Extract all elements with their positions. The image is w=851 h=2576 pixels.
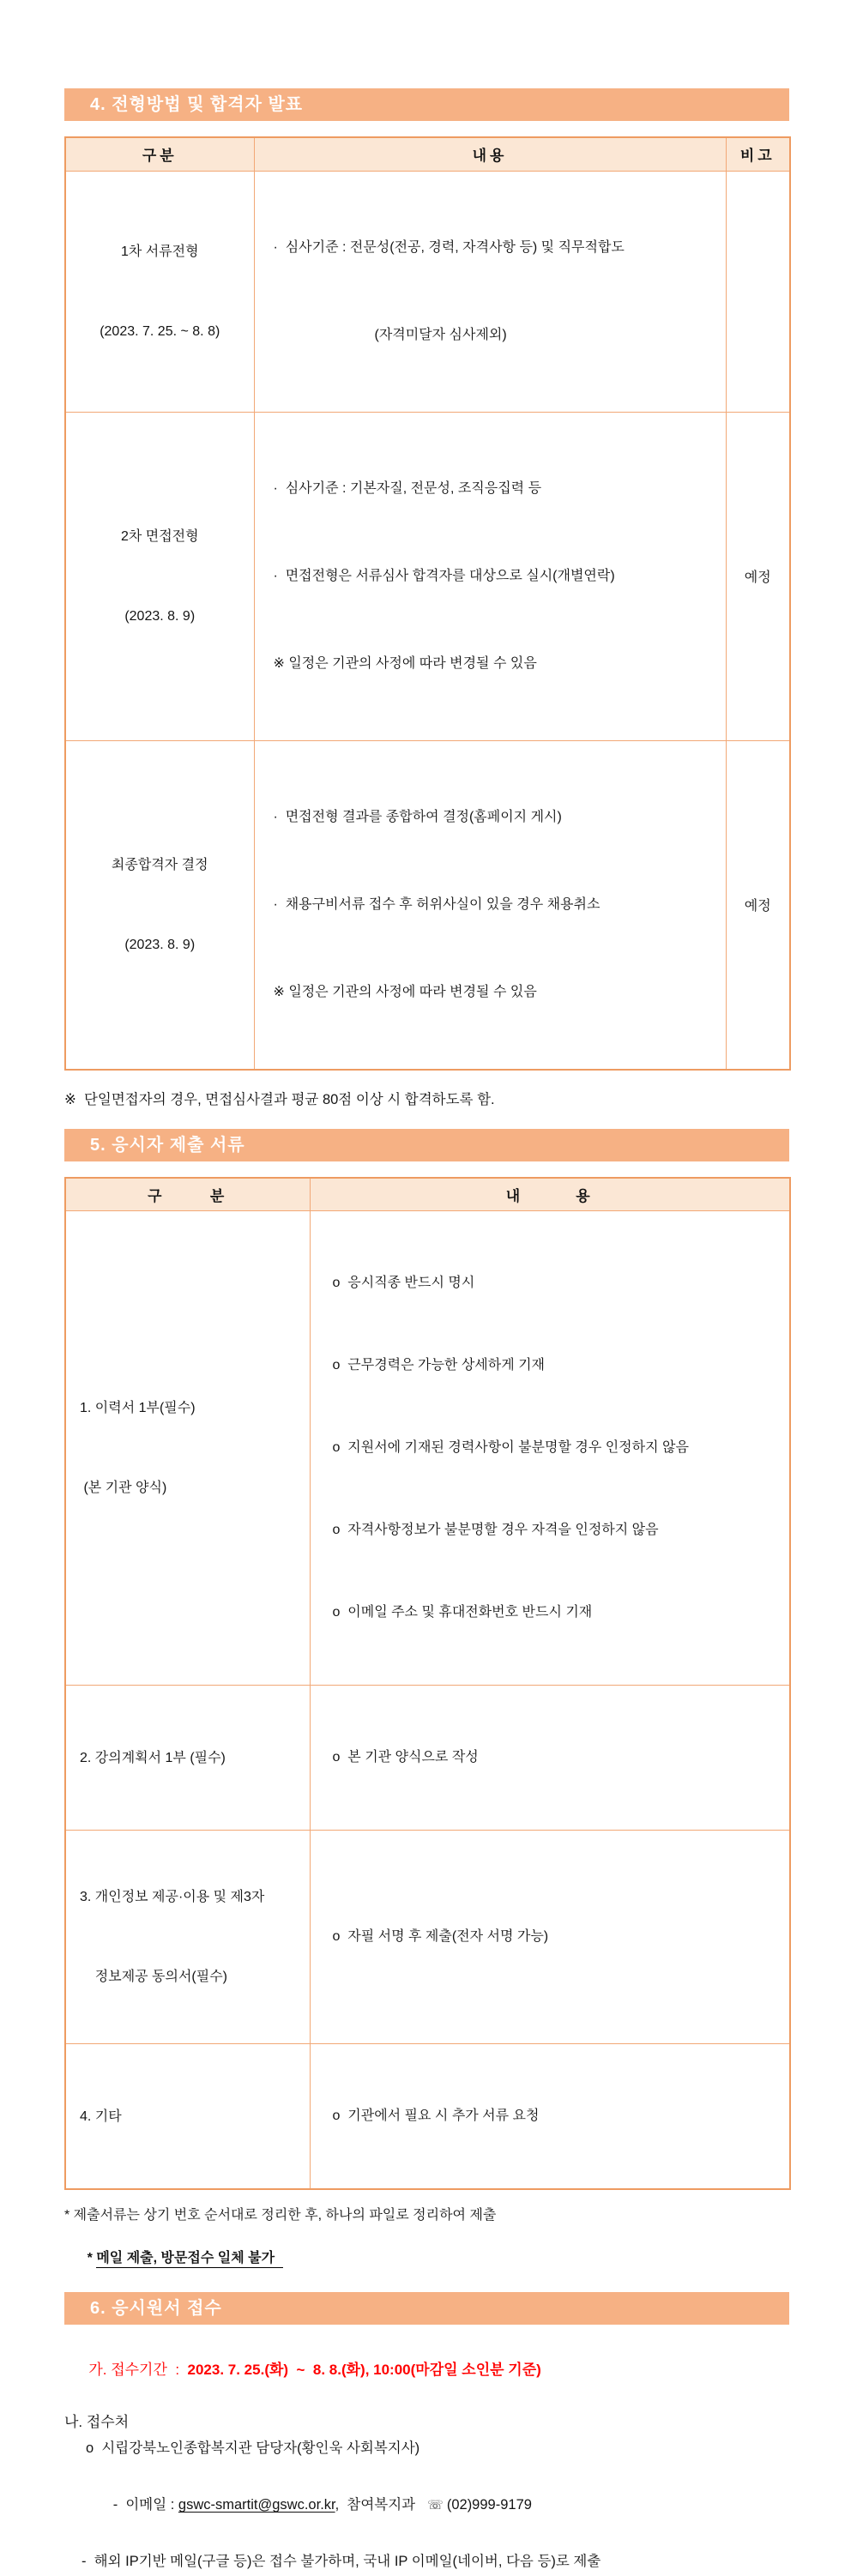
table-row bbox=[65, 740, 790, 1070]
table-row bbox=[65, 1211, 790, 1686]
row-category: 4. 기타 bbox=[65, 2044, 310, 2190]
single-interview-note: ※ 단일면접자의 경우, 면접심사결과 평균 80점 이상 시 합격하도록 함. bbox=[64, 1091, 495, 1107]
document-content bbox=[64, 88, 789, 2576]
table-row bbox=[65, 171, 790, 412]
office-line: o 시립강북노인종합복지관 담당자(황인욱 사회복지사) bbox=[86, 2440, 420, 2456]
table-row bbox=[65, 2044, 790, 2190]
no-mail-note: * 메일 제출, 방문접수 일체 불가 bbox=[64, 2231, 789, 2282]
section5-title: 5. 응시자 제출 서류 bbox=[90, 1135, 245, 1155]
application-office-details bbox=[64, 2434, 789, 2576]
email-link[interactable]: gswc-smartit@gswc.or.kr bbox=[178, 2497, 335, 2513]
submission-documents-table bbox=[64, 1177, 791, 2191]
row-category: 1. 이력서 1부(필수) (본 기관 양식) bbox=[65, 1211, 310, 1686]
application-office-label: 나. 접수처 bbox=[64, 2414, 130, 2430]
section4-header bbox=[64, 88, 789, 121]
email-suffix: , 참여복지과 bbox=[335, 2497, 416, 2513]
selection-method-table bbox=[64, 136, 791, 1071]
row-content: o 기관에서 필요 시 추가 서류 요청 bbox=[310, 2044, 790, 2190]
application-period-label: 가. 접수기간 : bbox=[88, 2362, 188, 2378]
col-header-gubun: 구분 bbox=[65, 137, 254, 171]
phone-icon: ☏ bbox=[427, 2498, 444, 2513]
row-content: o 본 기관 양식으로 작성 bbox=[310, 1686, 790, 1831]
submission-order-note: * 제출서류는 상기 번호 순서대로 정리한 후, 하나의 파일로 정리하여 제출 bbox=[64, 2208, 497, 2223]
phone-number: (02)999-9179 bbox=[446, 2497, 532, 2513]
row-content: o 자필 서명 후 제출(전자 서명 가능) bbox=[310, 1831, 790, 2044]
overseas-ip-line: - 해외 IP기반 메일(구글 등)은 접수 불가하며, 국내 IP 이메일(네이버, 다음 등)로 제출 bbox=[81, 2554, 601, 2569]
row-note: 예정 bbox=[726, 740, 790, 1070]
col-header-gubun: 구 분 bbox=[65, 1178, 310, 1211]
row-category: 3. 개인정보 제공·이용 및 제3자 정보제공 동의서(필수) bbox=[65, 1831, 310, 2044]
email-label: - 이메일 : bbox=[112, 2497, 178, 2513]
table-header-row bbox=[65, 1178, 790, 1211]
application-period-value: 2023. 7. 25.(화) ~ 8. 8.(화), 10:00(마감일 소인분 기준) bbox=[187, 2362, 541, 2378]
row-content: o 응시직종 반드시 명시 o 근무경력은 가능한 상세하게 기재 o 지원서에 기재된 경력사항이 불분명할 경우 인정하지 않음 o 자격사항정보가 불분명할 경우 자격을 인정하지 않음 o 이메일 주소 및 휴대전화번호 반드시 기재 bbox=[310, 1211, 790, 1686]
email-line bbox=[64, 2463, 789, 2548]
row-note: 예정 bbox=[726, 412, 790, 740]
row-content: · 면접전형 결과를 종합하여 결정(홈페이지 게시) · 채용구비서류 접수 후 허위사실이 있을 경우 채용취소 ※ 일정은 기관의 사정에 따라 변경될 수 있음 bbox=[254, 740, 726, 1070]
table-row bbox=[65, 412, 790, 740]
col-header-content: 내용 bbox=[254, 137, 726, 171]
row-category: 최종합격자 결정 (2023. 8. 9) bbox=[65, 740, 254, 1070]
application-period-line bbox=[64, 2340, 789, 2396]
table-header-row bbox=[65, 137, 790, 171]
section6-title: 6. 응시원서 접수 bbox=[90, 2299, 222, 2318]
col-header-bigo: 비고 bbox=[726, 137, 790, 171]
section5-header bbox=[64, 1129, 789, 1161]
col-header-content: 내 용 bbox=[310, 1178, 790, 1211]
section4-title: 4. 전형방법 및 합격자 발표 bbox=[90, 95, 304, 114]
row-category: 1차 서류전형 (2023. 7. 25. ~ 8. 8) bbox=[65, 171, 254, 412]
row-note bbox=[726, 171, 790, 412]
row-category: 2. 강의계획서 1부 (필수) bbox=[65, 1686, 310, 1831]
row-category: 2차 면접전형 (2023. 8. 9) bbox=[65, 412, 254, 740]
table-row bbox=[65, 1686, 790, 1831]
table-row bbox=[65, 1831, 790, 2044]
row-content: · 심사기준 : 기본자질, 전문성, 조직응집력 등 · 면접전형은 서류심사 합격자를 대상으로 실시(개별연락) ※ 일정은 기관의 사정에 따라 변경될 수 있음 bbox=[254, 412, 726, 740]
section6-header bbox=[64, 2292, 789, 2325]
row-content: · 심사기준 : 전문성(전공, 경력, 자격사항 등) 및 직무적합도 (자격미달자 심사제외) bbox=[254, 171, 726, 412]
